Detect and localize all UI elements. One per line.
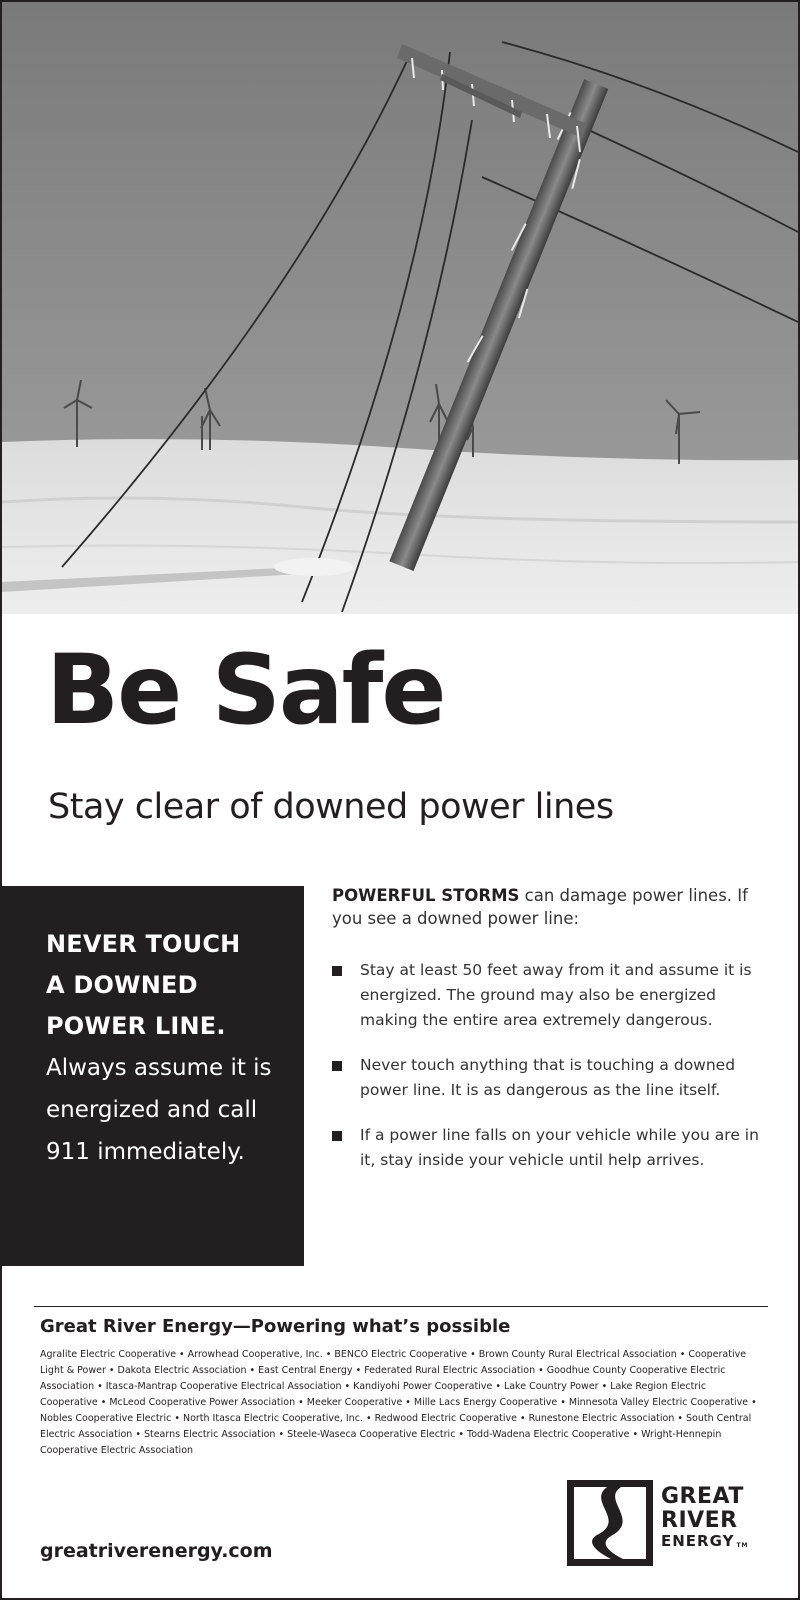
intro-text: can damage power lines. If you see a downed power line:: [332, 886, 748, 928]
subheadline: Stay clear of downed power lines: [48, 787, 614, 827]
trademark-mark: TM: [736, 1542, 749, 1549]
footer-divider: [34, 1306, 768, 1307]
website-link[interactable]: greatriverenergy.com: [40, 1540, 273, 1562]
headline: Be Safe: [46, 634, 445, 746]
river-logo-icon: [567, 1480, 653, 1566]
square-bullet-icon: [332, 966, 342, 976]
square-bullet-icon: [332, 1131, 342, 1141]
warning-body: Always assume it is energized and call 911 immediately.: [46, 1055, 272, 1165]
logo-wordmark: [661, 1486, 749, 1549]
logo-word-river: RIVER: [661, 1508, 738, 1533]
warning-title-line: A DOWNED: [46, 971, 198, 999]
tip-text: If a power line falls on your vehicle while you are in it, stay inside your vehicle until help arrives.: [360, 1126, 759, 1169]
footer-tagline: Great River Energy—Powering what’s possible: [40, 1316, 511, 1337]
square-bullet-icon: [332, 1061, 342, 1071]
intro-paragraph: [332, 884, 772, 930]
warning-callout-box: [2, 886, 304, 1266]
safety-tips-list: [332, 958, 772, 1173]
tip-text: Never touch anything that is touching a downed power line. It is as dangerous as the line itself.: [360, 1056, 736, 1099]
safety-content: [332, 884, 772, 1193]
warning-title-line: NEVER TOUCH: [46, 930, 241, 958]
member-cooperatives-list: Agralite Electric Cooperative • Arrowhead Cooperative, Inc. • BENCO Electric Cooperative • Brown County Rural Electrical Association • Cooperative Light & Power • Dakota Electric Association • East Central Energy • Federated Rural Electric Association • Goodhue County Cooperative Electric Association • Itasca-Mantrap Cooperative Electrical Association • Kandiyohi Power Cooperative • Lake Country Power • Lake Region Electric Cooperative • McLeod Cooperative Power Association • Meeker Cooperative • Mille Lacs Energy Cooperative • Minnesota Valley Electric Cooperative • Nobles Cooperative Electric • North Itasca Electric Cooperative, Inc. • Redwood Electric Cooperative • Runestone Electric Association • South Central Electric Association • Stearns Electric Association • Steele-Waseca Cooperative Electric • Todd-Wadena Electric Cooperative • Wright-Hennepin Cooperative Electric Association: [40, 1349, 757, 1456]
winter-field-scene: [2, 2, 798, 614]
warning-title-line: POWER LINE.: [46, 1012, 226, 1040]
intro-lead: POWERFUL STORMS: [332, 886, 520, 905]
logo-word-great: GREAT: [661, 1484, 744, 1509]
logo-word-energy-text: ENERGY: [661, 1532, 735, 1550]
tip-text: Stay at least 50 feet away from it and assume it is energized. The ground may also be energized making the entire area extremely dangerous.: [360, 961, 752, 1029]
list-item: [332, 958, 772, 1033]
warning-title: [46, 924, 304, 1047]
downed-power-pole-photo: [2, 2, 798, 614]
list-item: [332, 1053, 772, 1103]
list-item: [332, 1123, 772, 1173]
logo-word-energy: [661, 1534, 749, 1549]
